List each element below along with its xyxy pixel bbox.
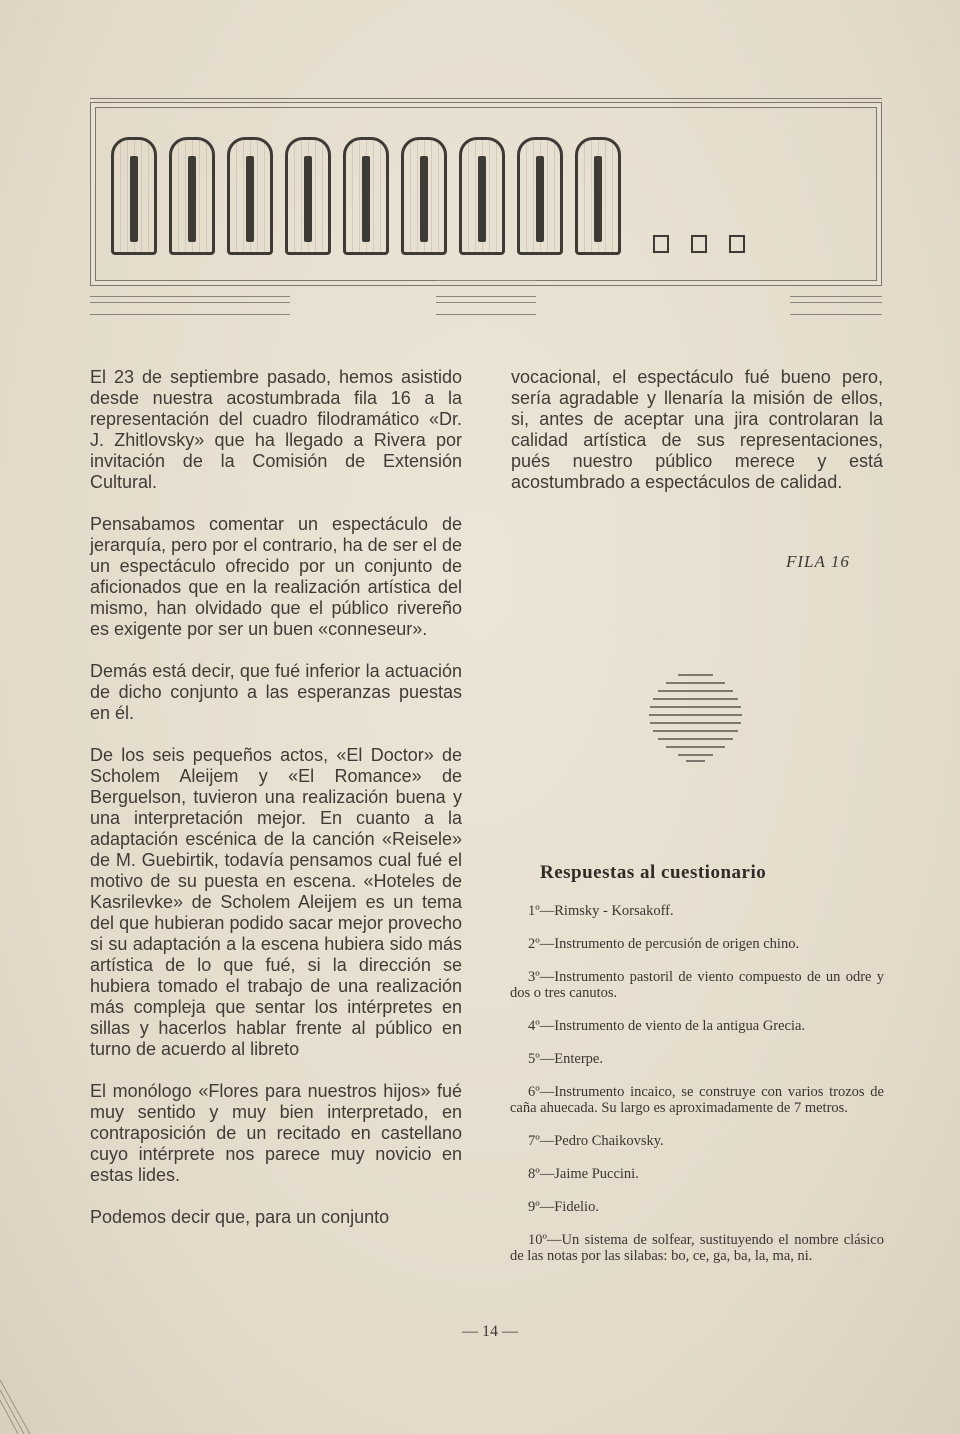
answer-item: 10º—Un sistema de solfear, sustituyendo el nombre clásico de las notas por las silabas: bo, ce, ga, ba, la, ma, ni.: [510, 1232, 884, 1264]
answer-item: 7º—Pedro Chaikovsky.: [528, 1133, 664, 1149]
article-paragraph-continued: vocacional, el espectáculo fué bueno pero, sería agradable y llenaría la misión de ellos, si, antes de aceptar una jira controlaran la calidad artística de sus representaciones, pués nuestro público merece y está acostumbrado a espectáculos de calidad.: [511, 367, 883, 492]
article-paragraph-4: De los seis pequeños actos, «El Doctor» de Scholem Aleijem y «El Romance» de Berguelson, tuvieron una realización buena y una interpretación mejor. En cuanto a la adaptación escénica de la canción «Reisele» de M. Guebirtik, todavía pensamos cual fué el motivo de su puesta en escena. «Hoteles de Kasrilevke» de Scholem Aleijem es un tema del que hubieran podido sacar mejor provecho si su adaptación a la escena hubiera sido más artística de lo que fué, si la dirección se hubiera tomado el trabajo de una realización más compleja que sentar los intérpretes en sillas y hacerlos hablar frente al público en turno de acuerdo al libreto: [90, 745, 462, 1059]
title-banner: [90, 102, 882, 286]
article-paragraph-2: Pensabamos comentar un espectáculo de jerarquía, pero por el contrario, ha de ser el de un espectáculo ofrecido por un conjunto de aficionados que en la realización artística del mismo, han olvidado que el público rivereño es exigente por ser un buen «conneseur».: [90, 514, 462, 639]
answer-item: 6º—Instrumento incaico, se construye con varios trozos de caña ahuecada. Su largo es aproximadamente de 7 metros.: [510, 1084, 884, 1116]
right-article-column: [511, 367, 883, 514]
article-paragraph-6: Podemos decir que, para un conjunto: [90, 1207, 390, 1227]
article-paragraph-1: El 23 de septiembre pasado, hemos asistido desde nuestra acostumbrada fila 16 a la representación del cuadro filodramático «Dr. J. Zhitlovsky» que ha llegado a Rivera por invitación de la Comisión de Extensión Cultural.: [90, 367, 462, 492]
ellipsis-dot: [653, 235, 669, 253]
banner-top-rule: [90, 98, 882, 99]
article-signature: FILA 16: [786, 552, 850, 571]
answer-item: 8º—Jaime Puccini.: [528, 1166, 639, 1182]
ellipsis-dot: [729, 235, 745, 253]
answer-item: 5º—Enterpe.: [528, 1051, 603, 1067]
left-article-column: [90, 367, 462, 1249]
block-letter-a: [285, 137, 331, 255]
answer-item: 2º—Instrumento de percusión de origen chino.: [528, 936, 800, 952]
answers-list: [510, 903, 884, 1281]
page-number: — 14 —: [462, 1323, 518, 1340]
answer-item: 1º—Rimsky - Korsakoff.: [528, 903, 674, 919]
block-letter-j: [343, 137, 389, 255]
answer-item: 9º—Fidelio.: [528, 1199, 599, 1215]
block-letter-b: [227, 137, 273, 255]
answers-heading: Respuestas al cuestionario: [540, 862, 767, 883]
ellipsis-dot: [691, 235, 707, 253]
banner-ellipsis-dots: [653, 235, 745, 253]
page-corner-crease: [0, 1370, 60, 1434]
block-letter-e: [111, 137, 157, 255]
block-letter-a2: [401, 137, 447, 255]
banner-underline-rules: [90, 292, 882, 322]
answer-item: 3º—Instrumento pastoril de viento compuesto de un odre y dos o tres canutos.: [510, 969, 884, 1001]
block-letter-a3: [517, 137, 563, 255]
article-paragraph-3: Demás está decir, que fué inferior la actuación de dicho conjunto a las esperanzas puestas en él.: [90, 661, 462, 723]
block-letter-d: [459, 137, 505, 255]
block-letter-s: [575, 137, 621, 255]
answer-item: 4º—Instrumento de viento de la antigua Grecia.: [528, 1018, 806, 1034]
banner-block-letters: [111, 137, 745, 255]
striped-circle-ornament: [648, 670, 743, 765]
article-paragraph-5: El monólogo «Flores para nuestros hijos» fué muy sentido y muy bien interpretado, en contraposición de un recitado en castellano cuyo intérprete nos parece muy novicio en estas lides.: [90, 1081, 462, 1185]
block-letter-m: [169, 137, 215, 255]
